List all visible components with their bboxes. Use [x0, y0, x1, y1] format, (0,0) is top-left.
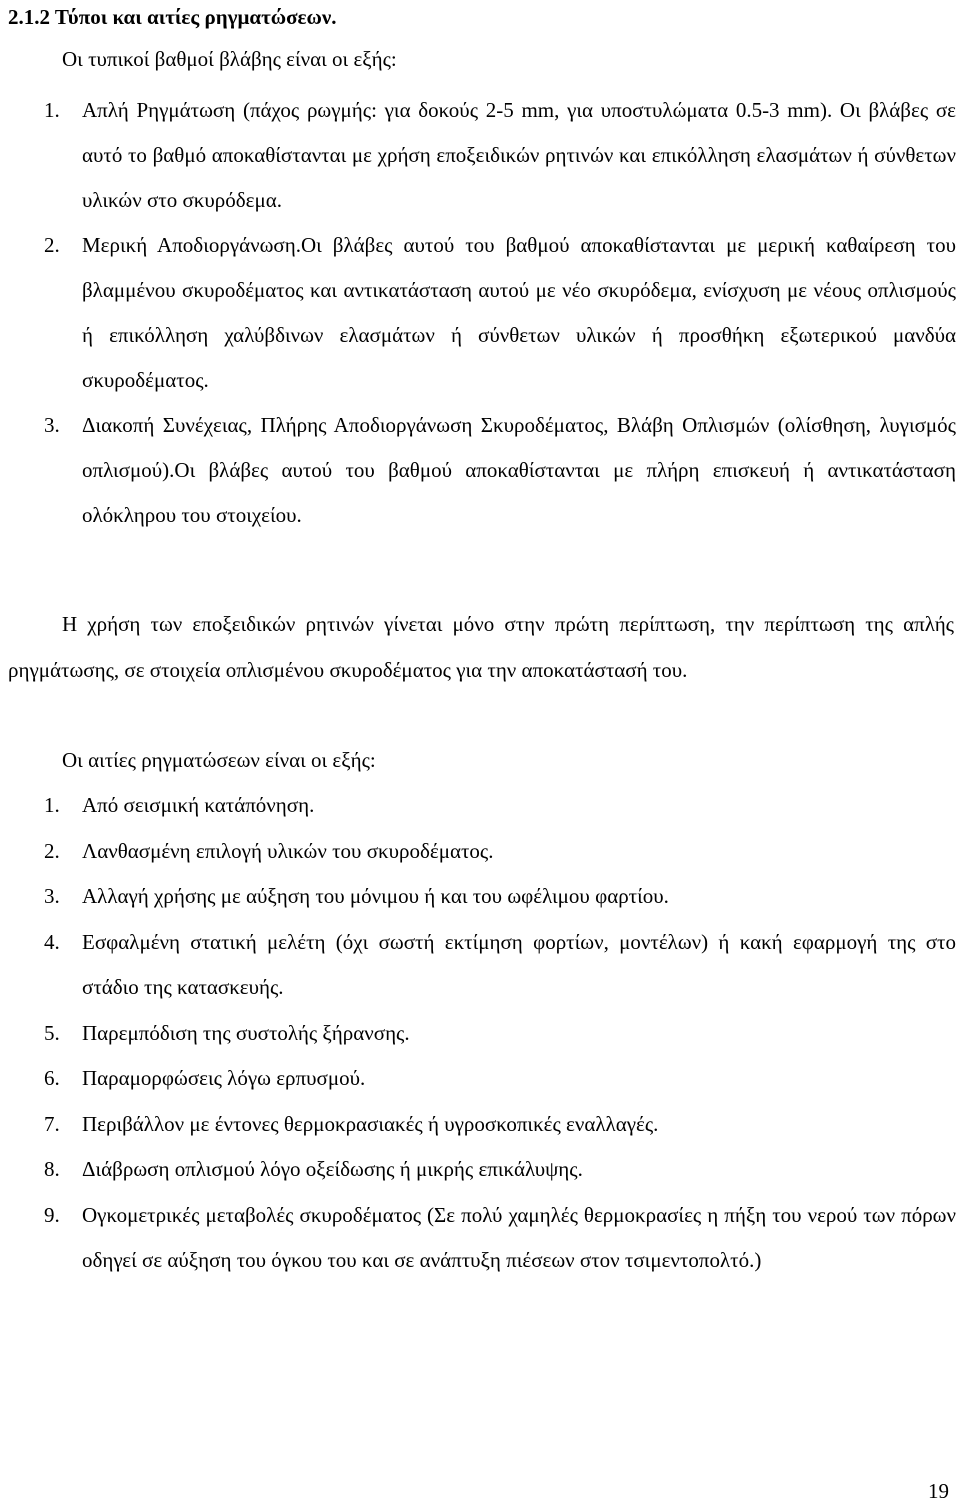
list-item-number: 8. [44, 1157, 60, 1181]
list-item-number: 7. [44, 1111, 60, 1136]
list-item [44, 1011, 956, 1057]
list-item [44, 829, 956, 875]
list-item-text: Ογκομετρικές μεταβολές σκυροδέματος (Σε πολύ χαμηλές θερμοκρασίες η πήξη του νερού των πόρων οδηγεί σε αύξηση του όγκου του και σε ανάπτυξη πιέσεων στον τσιμεντοπολτό.) [82, 1202, 956, 1272]
list-item-text: Διακοπή Συνέχειας, Πλήρης Αποδιοργάνωση Σκυροδέματος, Βλάβη Οπλισμών (ολίσθηση, λυγισμός οπλισμού).Οι βλάβες αυτού του βαθμού αποκαθίστανται με πλήρη επισκευή ή αντικατάσταση ολόκληρου του στοιχείου. [82, 413, 956, 527]
list-item [44, 1102, 956, 1148]
list-item-text: Περιβάλλον με έντονες θερμοκρασιακές ή υγροσκοπικές εναλλαγές. [82, 1111, 659, 1136]
damage-levels-intro: Οι τυπικοί βαθμοί βλάβης είναι οι εξής: [62, 47, 397, 71]
list-item-number: 2. [44, 233, 60, 257]
list-item [44, 920, 956, 1011]
list-item-text: Μερική Αποδιοργάνωση.Οι βλάβες αυτού του βαθμού αποκαθίστανται με μερική καθαίρεση του βλαμμένου σκυροδέματος και αντικατάσταση αυτού με νέο σκυρόδεμα, ενίσχυση με νέους οπλισμούς ή επικόλληση χαλύβδινων ελασμάτων ή σύνθετων υλικών ή προσθήκη εξωτερικού μανδύα σκυροδέματος. [82, 233, 956, 392]
list-item-text: Παρεμπόδιση της συστολής ξήρανσης. [82, 1020, 410, 1045]
list-item-text: Απλή Ρηγμάτωση (πάχος ρωγμής: για δοκούς 2-5 mm, για υποστυλώματα 0.5-3 mm). Οι βλάβες σε αυτό το βαθμό αποκαθίστανται με χρήση εποξειδικών ρητινών και επικόλληση ελασμάτων ή σύνθετων υλικών στο σκυρόδεμα. [82, 98, 956, 212]
list-item [44, 1056, 956, 1102]
list-item [44, 1147, 956, 1193]
list-item [44, 874, 956, 920]
causes-list [44, 783, 956, 1284]
page-number: 19 [928, 1479, 949, 1503]
list-item-number: 4. [44, 929, 60, 954]
list-item-number: 1. [44, 793, 60, 817]
list-item-text: Αλλαγή χρήσης με αύξηση του μόνιμου ή και του ωφέλιμου φαρτίου. [82, 884, 669, 908]
list-item-number: 3. [44, 884, 60, 908]
epoxy-paragraph: Η χρήση των εποξειδικών ρητινών γίνεται μόνο στην πρώτη περίπτωση, την περίπτωση της απλής ρηγμάτωσης, σε στοιχεία οπλισμένου σκυροδέματος για την αποκατάστασή του. [8, 612, 954, 682]
list-item [44, 403, 956, 538]
list-item-text: Εσφαλμένη στατική μελέτη (όχι σωστή εκτίμηση φορτίων, μοντέλων) ή κακή εφαρμογή της στο στάδιο της κατασκευής. [82, 929, 956, 999]
list-item-number: 9. [44, 1202, 60, 1227]
list-item [44, 1193, 956, 1284]
list-item-number: 2. [44, 838, 60, 863]
list-item-text: Λανθασμένη επιλογή υλικών του σκυροδέματος. [82, 838, 494, 863]
list-item [44, 223, 956, 403]
list-item [44, 88, 956, 223]
causes-intro: Οι αιτίες ρηγματώσεων είναι οι εξής: [62, 748, 376, 772]
damage-levels-list [44, 88, 956, 538]
list-item-number: 1. [44, 98, 60, 122]
list-item-number: 5. [44, 1020, 60, 1045]
list-item [44, 783, 956, 829]
list-item-text: Παραμορφώσεις λόγω ερπυσμού. [82, 1066, 366, 1090]
list-item-number: 3. [44, 413, 60, 437]
list-item-number: 6. [44, 1066, 60, 1090]
list-item-text: Διάβρωση οπλισμού λόγο οξείδωσης ή μικρής επικάλυψης. [82, 1157, 583, 1181]
section-heading: 2.1.2 Τύποι και αιτίες ρηγματώσεων. [8, 5, 337, 29]
list-item-text: Από σεισμική κατάπόνηση. [82, 793, 315, 817]
